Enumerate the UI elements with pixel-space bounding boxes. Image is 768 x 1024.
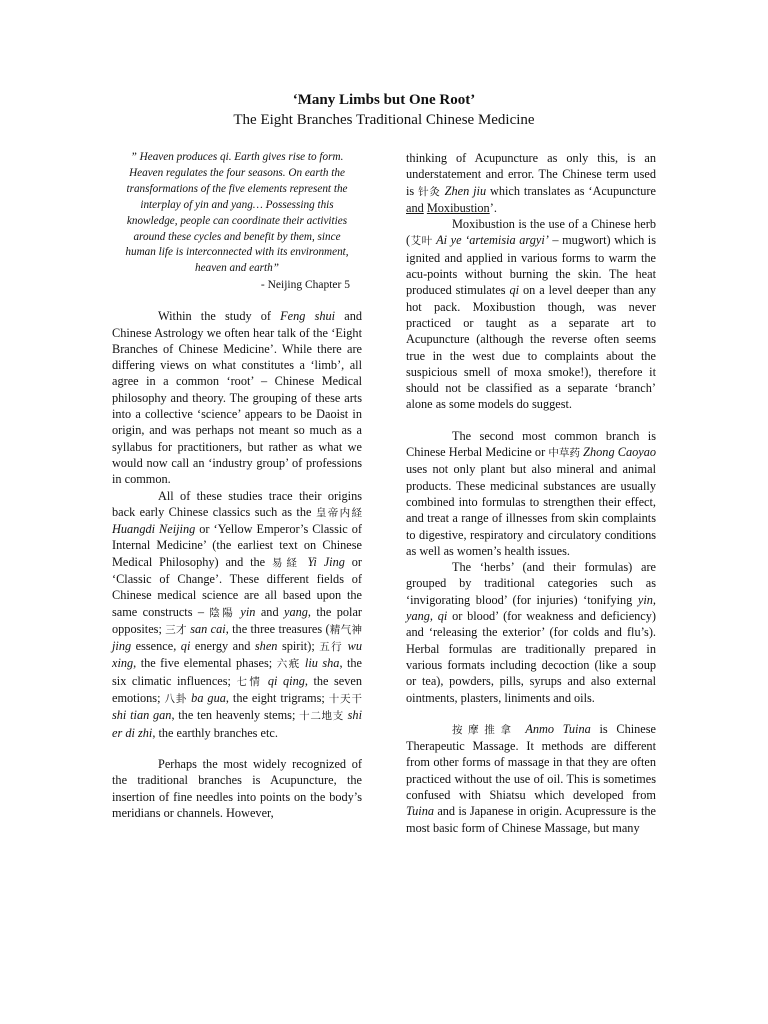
right-column	[406, 150, 656, 836]
paragraph-feng-shui: Within the study of Feng shui and Chinese Astrology we often hear talk of the ‘Eight Branches of Chinese Medicine’. While there are differing views on what constitutes a ‘limb’, all agree in a common ‘root’ – Chinese Medical philosophy and theory. The grouping of these arts into a collective ‘science’ appears to be Daoist in origin, and was perhaps not meant so much as a syllabus for practitioners, but rather as what we would now call an ‘industry group’ of professions in common.	[112, 309, 362, 487]
paragraph-tuina: 按摩推拿 Anmo Tuina is Chinese Therapeutic Massage. It methods are different from other forms of massage in that they are often practiced without the use of oil. This is sometimes confused with Shiatsu which developed from Tuina and is Japanese in origin. Acupressure is the most basic form of Chinese Massage, but many	[406, 721, 657, 835]
paragraph-herbal-medicine: The second most common branch is Chinese Herbal Medicine or 中草药 Zhong Caoyao uses not only plant but also mineral and animal products. These medicinal substances are usually combined into formulas to strengthen their effect, and treat a range of illnesses from skin complaints to digestive, respiratory and circulatory conditions as well as women’s health issues.	[406, 428, 656, 558]
paragraph-acupuncture: Perhaps the most widely recognized of the traditional branches is Acupuncture, the insertion of fine needles into points on the body’s meridians or channels. However,	[112, 756, 362, 820]
left-column	[112, 150, 362, 821]
page-title: ‘Many Limbs but One Root’	[292, 92, 476, 108]
paragraph-herb-categories: The ‘herbs’ (and their formulas) are grouped by traditional categories such as ‘invigorating blood’ (for injuries) ‘tonifying yin, yang, qi or blood’ (for weakness and deficiency) and ‘releasing the exterior’ (for colds and flu’s). Herbal formulas are traditionally prepared in various formats including decoction (like a soup or tea), powders, pills, syrups and also external ointments, plasters, liniments and oils.	[406, 560, 656, 705]
page-subtitle: The Eight Branches Traditional Chinese Medicine	[233, 112, 535, 128]
paragraph-zhen-jiu: thinking of Acupuncture as only this, is an understatement and error. The Chinese term used is 针灸 Zhen jiu which translates as ‘Acupuncture and Moxibustion’.	[406, 151, 656, 215]
paragraph-classics: All of these studies trace their origins back early Chinese classics such as the 皇帝内経 Huangdi Neijing or ‘Yellow Emperor’s Classic of Internal Medicine’ (the earliest text on Chinese Medical Philosophy) and the 易経 Yi Jing or ‘Classic of Change’. These different fields of Chinese medical science are all based upon the same constructs – 陰陽 yin and yang, the polar opposites; 三才 san cai, the three treasures (精气神 jing essence, qi energy and shen spirit); 五行 wu xing, the five elemental phases; 六疧 liu sha, the six climatic influences; 七情 qi qing, the seven emotions; 八卦 ba gua, the eight trigrams; 十天干 shi tian gan, the ten heavenly stems; 十二地支 shi er di zhi, the earthly branches etc.	[112, 488, 363, 740]
epigraph-quote: ” Heaven produces qi. Earth gives rise to form. Heaven regulates the four seasons. On earth the transformations of the five elements represent the interplay of yin and yang… Possessing this knowledge, people can coordinate their activities around these cycles and benefit by them, since human life is interconnected with its environment, heaven and earth”	[125, 151, 349, 275]
epigraph-source: - Neijing Chapter 5	[260, 279, 350, 292]
paragraph-moxibustion: Moxibustion is the use of a Chinese herb (艾叶 Ai ye ‘artemisia argyi’ – mugwort) which is ignited and applied in various forms to warm the acu-points without burning the skin. The heat produced stimulates qi on a level deeper than any hot pack. Moxibustion though, was never practiced or taught as a separate art to Acupuncture (although the reverse often seems true in the west due to complaints about the suspicious smell of moxa smoke!), therefore it should not be classified as a separate ‘branch’ alone as some models do suggest.	[406, 217, 656, 412]
